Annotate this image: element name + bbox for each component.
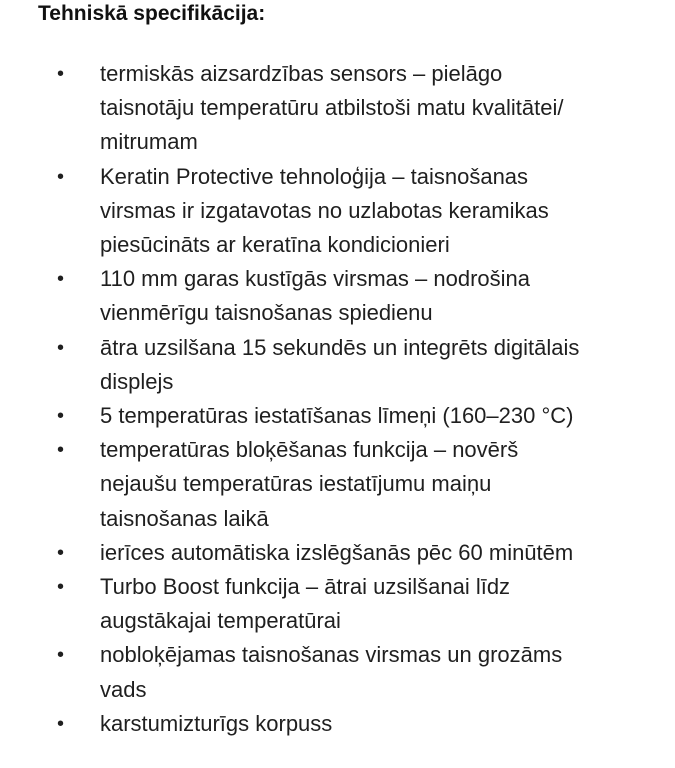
spec-item-temperature-lock bbox=[0, 433, 675, 536]
spec-item-line: augstākajai temperatūrai bbox=[100, 608, 341, 634]
spec-item-lockable-plates bbox=[0, 638, 675, 706]
spec-list bbox=[0, 57, 675, 741]
spec-heading: Tehniskā specifikācija: bbox=[38, 2, 266, 25]
spec-item-plates bbox=[0, 262, 675, 330]
spec-item-line: piesūcināts ar keratīna kondicionieri bbox=[100, 232, 450, 258]
spec-item-line: ierīces automātiska izslēgšanās pēc 60 minūtēm bbox=[100, 539, 574, 565]
spec-item-line: 5 temperatūras iestatīšanas līmeņi (160–230 °C) bbox=[100, 403, 574, 429]
bullet-icon: • bbox=[57, 576, 65, 599]
spec-item-line: virsmas ir izgatavotas no uzlabotas keramikas bbox=[100, 197, 549, 223]
spec-item-line: taisnotāju temperatūru atbilstoši matu kvalitātei/ bbox=[100, 95, 564, 121]
spec-item-line: displejs bbox=[100, 368, 174, 394]
bullet-icon: • bbox=[57, 712, 65, 735]
bullet-icon: • bbox=[57, 268, 65, 291]
bullet-icon: • bbox=[57, 165, 65, 188]
spec-item-line: Keratin Protective tehnoloģija – taisnošanas bbox=[100, 163, 529, 189]
spec-item-heatup-display bbox=[0, 331, 675, 399]
bullet-icon: • bbox=[57, 63, 65, 85]
spec-item-line: Turbo Boost funkcija – ātrai uzsilšanai līdz bbox=[100, 574, 511, 600]
spec-item-temperature-levels bbox=[0, 399, 675, 433]
spec-item-heat-resistant-body bbox=[0, 707, 675, 741]
spec-item-thermal-sensor bbox=[0, 57, 675, 160]
spec-item-keratin bbox=[0, 160, 675, 263]
bullet-icon: • bbox=[57, 644, 65, 667]
bullet-icon: • bbox=[57, 439, 65, 462]
spec-item-line: taisnošanas laikā bbox=[100, 505, 269, 531]
spec-item-line: ātra uzsilšana 15 sekundēs un integrēts digitālais bbox=[100, 334, 580, 360]
spec-item-auto-off bbox=[0, 536, 675, 570]
bullet-icon: • bbox=[57, 541, 65, 564]
spec-item-line: termiskās aizsardzības sensors – pielāgo bbox=[100, 61, 503, 86]
spec-item-turbo-boost bbox=[0, 570, 675, 638]
spec-item-line: 110 mm garas kustīgās virsmas – nodrošina bbox=[100, 266, 530, 292]
spec-item-line: nejaušu temperatūras iestatījumu maiņu bbox=[100, 471, 492, 497]
spec-item-line: mitrumam bbox=[100, 129, 198, 155]
bullet-icon: • bbox=[57, 405, 65, 428]
spec-item-line: karstumizturīgs korpuss bbox=[100, 710, 333, 736]
bullet-icon: • bbox=[57, 336, 65, 359]
spec-item-line: vienmērīgu taisnošanas spiedienu bbox=[100, 300, 433, 326]
spec-item-line: temperatūras bloķēšanas funkcija – novērš bbox=[100, 437, 519, 463]
spec-item-line: nobloķējamas taisnošanas virsmas un grozāms bbox=[100, 642, 563, 668]
spec-item-line: vads bbox=[100, 676, 147, 702]
